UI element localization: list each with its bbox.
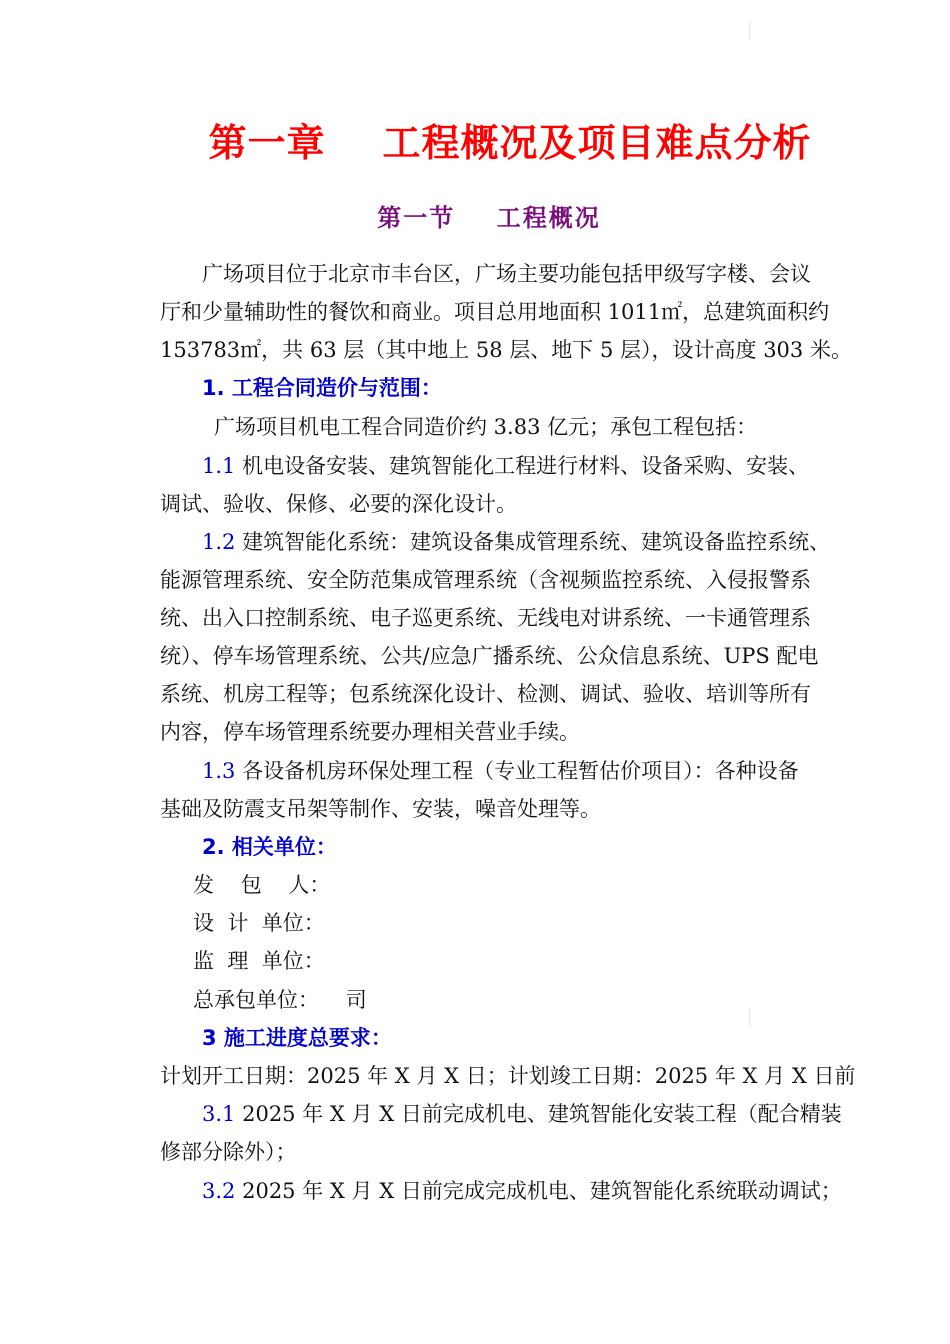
item-text: 机电设备安装、建筑智能化工程进行材料、设备采购、安装、 <box>242 454 810 478</box>
section-title: 第一节 工程概况 <box>377 204 601 232</box>
item-number: 1.2 <box>202 530 236 554</box>
heading-related-units: 2. 相关单位： <box>202 835 337 859</box>
paragraph-line: 厅和少量辅助性的餐饮和商业。项目总用地面积 1011㎡，总建筑面积约 <box>160 300 830 324</box>
item-text: 2025 年 X 月 X 日前完成完成机电、建筑智能化系统联动调试； <box>242 1179 842 1203</box>
unit-row: 监 理 单位： <box>193 949 325 973</box>
margin-mark <box>749 22 750 40</box>
item-number: 1.1 <box>202 454 236 478</box>
paragraph-line: 计划开工日期：2025 年 X 月 X 日；计划竣工日期：2025 年 X 月 X 日前 <box>160 1064 856 1088</box>
item-text: 建筑智能化系统：建筑设备集成管理系统、建筑设备监控系统、 <box>242 530 831 554</box>
paragraph-line: 内容，停车场管理系统要办理相关营业手续。 <box>160 720 580 744</box>
paragraph-line: 广场项目位于北京市丰台区，广场主要功能包括甲级写字楼、会议 <box>202 262 811 286</box>
paragraph-line: 153783㎡，共 63 层（其中地上 58 层、地下 5 层），设计高度 303 米。 <box>160 338 852 362</box>
list-item-3-2 <box>202 1176 842 1206</box>
paragraph-line: 统）、停车场管理系统、公共/应急广播系统、公众信息系统、UPS 配电 <box>160 644 819 668</box>
item-number: 3.1 <box>202 1102 236 1126</box>
paragraph-line: 修部分除外）； <box>160 1140 297 1164</box>
heading-contract-scope: 1. 工程合同造价与范围： <box>202 376 442 400</box>
list-item-1-1 <box>202 451 809 481</box>
unit-row: 设 计 单位： <box>193 911 325 935</box>
list-item-1-3 <box>202 756 799 786</box>
list-item-1-2 <box>202 527 830 557</box>
paragraph-line: 系统、机房工程等；包系统深化设计、检测、调试、验收、培训等所有 <box>160 682 811 706</box>
item-number: 1.3 <box>202 759 236 783</box>
item-number: 3.2 <box>202 1179 236 1203</box>
item-text: 各设备机房环保处理工程（专业工程暂估价项目）：各种设备 <box>242 759 799 783</box>
unit-row: 发 包 人： <box>193 873 331 897</box>
paragraph-line: 统、出入口控制系统、电子巡更系统、无线电对讲系统、一卡通管理系 <box>160 606 811 630</box>
paragraph-line: 广场项目机电工程合同造价约 3.83 亿元；承包工程包括： <box>214 415 758 439</box>
margin-mark <box>749 1008 750 1026</box>
paragraph-line: 调试、验收、保修、必要的深化设计。 <box>160 492 517 516</box>
paragraph-line: 基础及防震支吊架等制作、安装，噪音处理等。 <box>160 797 601 821</box>
paragraph-line: 能源管理系统、安全防范集成管理系统（含视频监控系统、入侵报警系 <box>160 568 811 592</box>
item-text: 2025 年 X 月 X 日前完成机电、建筑智能化安装工程（配合精装 <box>242 1102 842 1126</box>
unit-row: 总承包单位： 司 <box>193 988 367 1012</box>
chapter-title: 第一章 工程概况及项目难点分析 <box>208 121 812 165</box>
heading-schedule: 3 施工进度总要求： <box>202 1026 392 1050</box>
list-item-3-1 <box>202 1099 842 1129</box>
